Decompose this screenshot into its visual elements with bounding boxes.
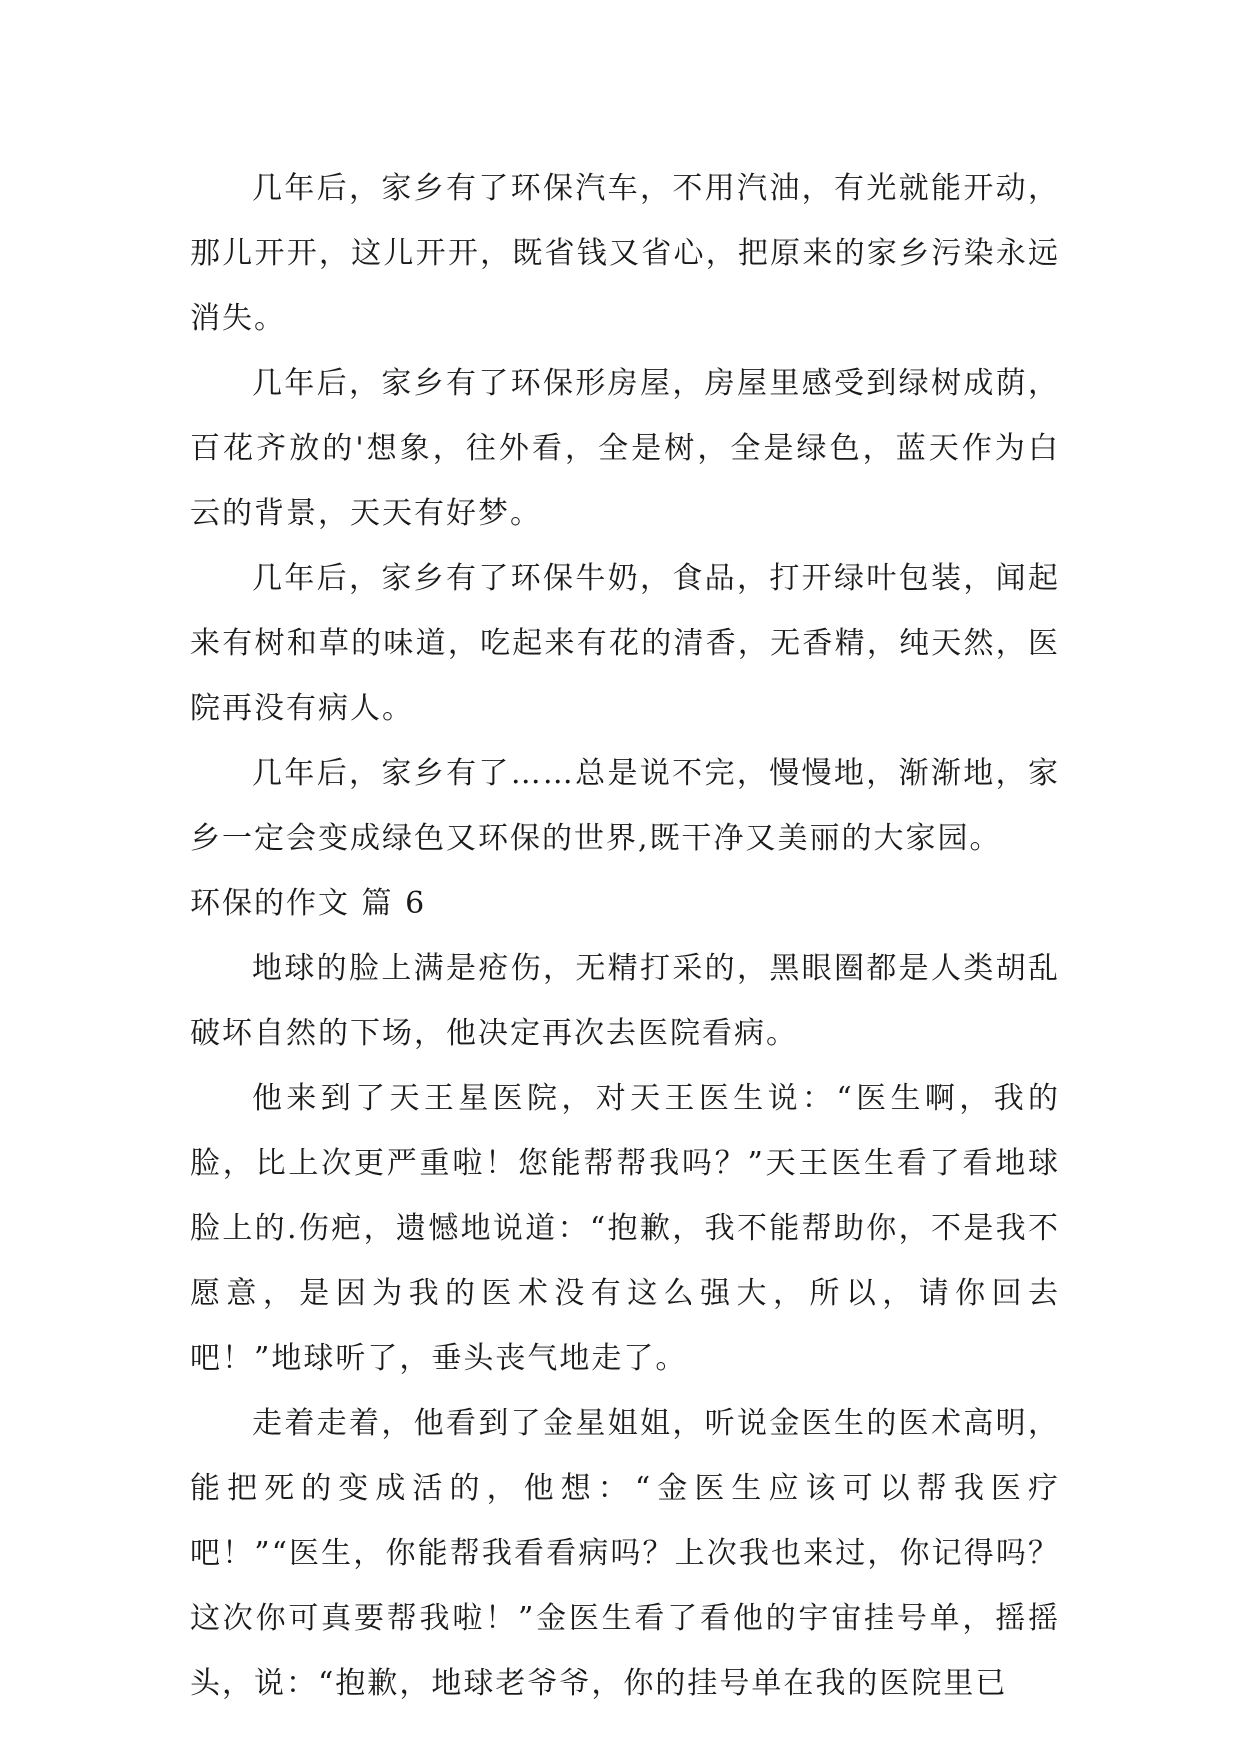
paragraph-earth-sick: 地球的脸上满是疮伤，无精打采的，黑眼圈都是人类胡乱破坏自然的下场，他决定再次去医院看病。: [190, 951, 1060, 1051]
section-heading: 环保的作文 篇 6: [190, 886, 427, 921]
paragraph-eco-car: 几年后，家乡有了环保汽车，不用汽油，有光就能开动，那儿开开，这儿开开，既省钱又省心，把原来的家乡污染永远消失。: [190, 171, 1060, 336]
paragraph-venus-doctor: 走着走着，他看到了金星姐姐，听说金医生的医术高明，能把死的变成活的，他想：“金医生应该可以帮我医疗吧！”“医生，你能帮我看看病吗？上次我也来过，你记得吗？这次你可真要帮我啦！”金医生看了看他的宇宙挂号单，摇摇头，说：“抱歉，地球老爷爷，你的挂号单在我的医院里已: [190, 1406, 1060, 1701]
paragraph-eco-future: 几年后，家乡有了……总是说不完，慢慢地，渐渐地，家乡一定会变成绿色又环保的世界,既干净又美丽的大家园。: [190, 756, 1060, 856]
document-body: [190, 156, 1060, 1716]
paragraph-eco-food: 几年后，家乡有了环保牛奶，食品，打开绿叶包装，闻起来有树和草的味道，吃起来有花的清香，无香精，纯天然，医院再没有病人。: [190, 561, 1060, 726]
paragraph-uranus-hospital: 他来到了天王星医院，对天王医生说：“医生啊，我的脸，比上次更严重啦！您能帮帮我吗？”天王医生看了看地球脸上的.伤疤，遗憾地说道：“抱歉，我不能帮助你，不是我不愿意，是因为我的医术没有这么强大，所以，请你回去吧！”地球听了，垂头丧气地走了。: [190, 1081, 1060, 1376]
paragraph-eco-house: 几年后，家乡有了环保形房屋，房屋里感受到绿树成荫，百花齐放的'想象，往外看，全是树，全是绿色，蓝天作为白云的背景，天天有好梦。: [190, 366, 1060, 531]
